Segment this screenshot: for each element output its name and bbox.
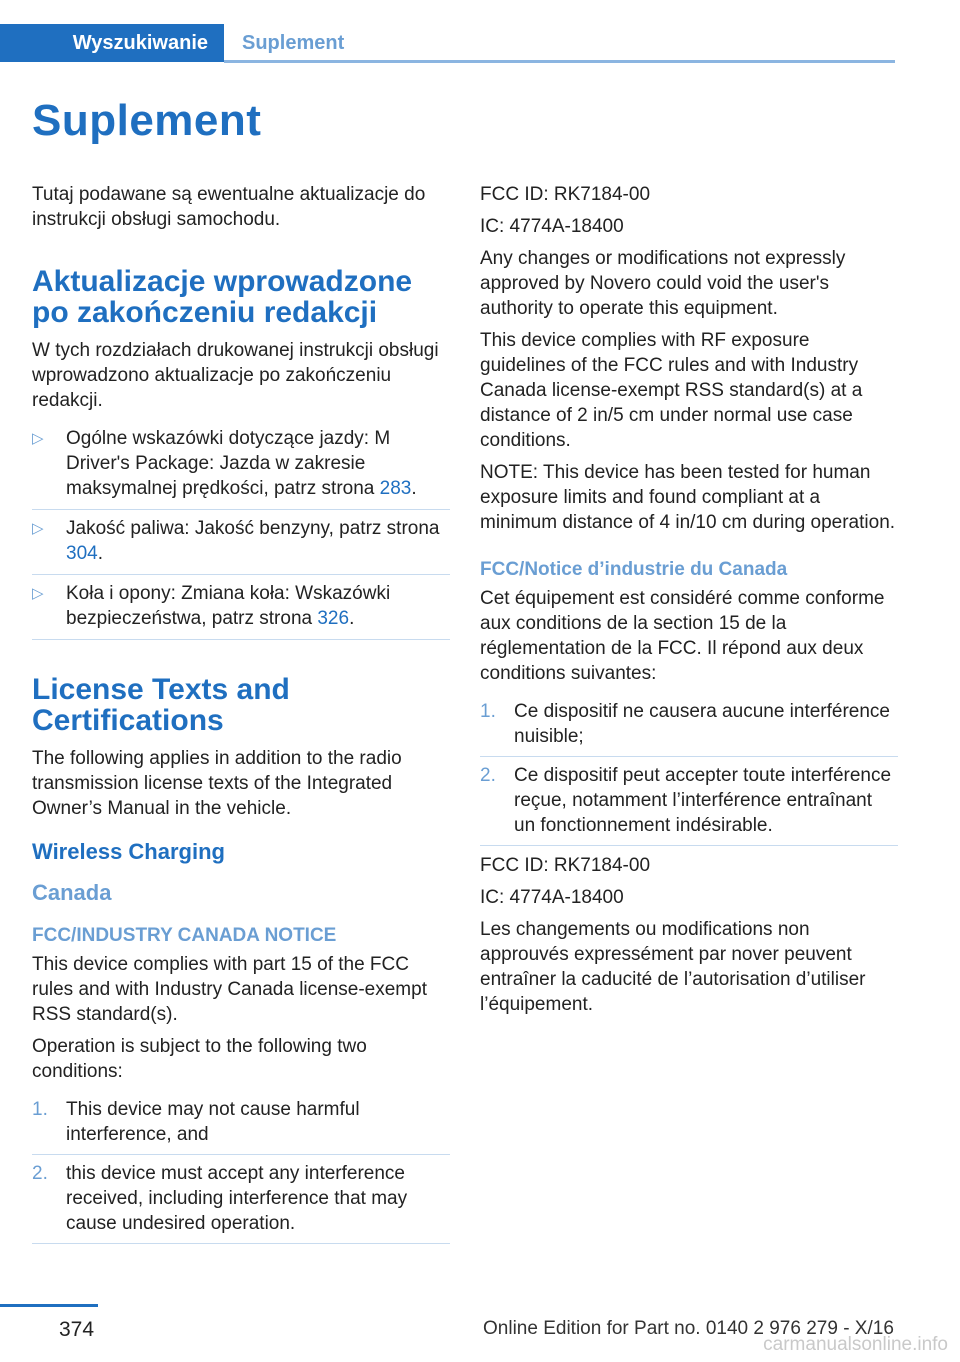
french-fcc-id: FCC ID: RK7184-00 [480,855,651,876]
notice-paragraph: Operation is subject to the following two conditions: [32,1036,367,1082]
condition-text: Ce dispositif ne causera aucune interférence nuisible; [514,701,891,747]
list-item: ▷ Koła i opony: Zmiana koła: Wskazówki bezpieczeństwa, patrz strona 326. [32,574,450,640]
note-paragraph: NOTE: This device has been tested for human exposure limits and found compliant at a minimum distance of 4 in/10 cm during operation. [480,462,896,533]
list-number: 1. [32,1099,48,1120]
notice-paragraph: This device complies with part 15 of the FCC rules and with Industry Canada license-exempt RSS standard(s). [32,954,427,1025]
page-number: 374 [59,1318,95,1341]
notice-heading: FCC/INDUSTRY CANADA NOTICE [32,925,337,946]
condition-text: Ce dispositif peut accepter toute interférence reçue, notamment l’interférence entraînant un fonctionnement indésirable. [514,765,892,836]
wireless-charging-heading: Wireless Charging [32,839,225,864]
tab-supplement[interactable]: Suplement [242,32,345,54]
triangle-bullet-icon: ▷ [32,520,44,537]
list-number: 2. [480,765,496,786]
intro-text: Tutaj podawane są ewentualne aktualizacje do instrukcji obsługi samochodu. [32,184,426,230]
list-item [480,756,898,846]
page-link[interactable]: 326 [317,608,350,629]
fcc-id: FCC ID: RK7184-00 [480,184,651,205]
french-ic-number: IC: 4774A-18400 [480,887,624,908]
update-text: Jakość paliwa: Jakość benzyny, patrz strona [66,518,440,539]
right-column [480,182,898,1024]
header-rule [224,60,895,63]
condition-text: this device must accept any interference received, including interference that may cause undesired operation. [66,1163,408,1234]
license-heading: License Texts and Certifications [32,673,290,737]
rf-exposure-paragraph: This device complies with RF exposure guidelines of the FCC rules and with Industry Canada license-exempt RSS standard(s) at a distance of 2 in/5 cm under normal use case conditions. [480,330,863,451]
list-item [32,1154,450,1244]
list-item [480,693,898,756]
watermark: carmanualsonline.info [763,1334,948,1355]
page-link[interactable]: 304 [66,543,98,564]
tab-search[interactable]: Wyszukiwanie [0,24,224,62]
updates-text: W tych rozdziałach drukowanej instrukcji obsługi wprowadzono aktualizacje po zakończeniu redakcji. [32,340,439,411]
license-text: The following applies in addition to the radio transmission license texts of the Integrated Owner’s Manual in the vehicle. [32,748,402,819]
list-item [32,1091,450,1154]
left-column [32,182,450,1251]
triangle-bullet-icon: ▷ [32,585,44,602]
canada-heading: Canada [32,880,112,905]
french-notice-heading: FCC/Notice d’industrie du Canada [480,559,788,580]
french-conditions-list [480,693,898,846]
french-changes-paragraph: Les changements ou modifications non approuvés expressément par nover peuvent entraîner la caducité de l’autorisation d’utiliser l’équipement. [480,919,866,1015]
header-tabs [0,24,895,62]
update-text: Ogólne wskazówki dotyczące jazdy: M Driver's Package: Jazda w zakresie maksymalnej prędkości, patrz strona [66,428,391,499]
list-number: 1. [480,701,496,722]
list-number: 2. [32,1163,48,1184]
ic-number: IC: 4774A-18400 [480,216,624,237]
footer-rule [0,1304,98,1307]
page-title: Suplement [32,96,262,145]
updates-heading: Aktualizacje wprowadzone po zakończeniu redakcji [32,265,413,329]
page-link[interactable]: 283 [379,478,412,499]
list-item: ▷ Ogólne wskazówki dotyczące jazdy: M Driver's Package: Jazda w zakresie maksymalnej prędkości, patrz strona 283. [32,428,417,499]
conditions-list [32,1091,450,1244]
condition-text: This device may not cause harmful interference, and [66,1099,360,1145]
triangle-bullet-icon: ▷ [32,430,44,447]
french-paragraph: Cet équipement est considéré comme conforme aux conditions de la section 15 de la réglementation de la FCC. Il répond aux deux conditions suivantes: [480,588,885,684]
edition-footer: Online Edition for Part no. 0140 2 976 279 - X/16 [483,1318,894,1339]
changes-paragraph: Any changes or modifications not expressly approved by Novero could void the user's authority to operate this equipment. [480,248,846,319]
list-item: ▷ Jakość paliwa: Jakość benzyny, patrz strona 304. [32,509,450,574]
updates-list [32,420,450,640]
update-text: Koła i opony: Zmiana koła: Wskazówki bezpieczeństwa, patrz strona [66,583,391,629]
